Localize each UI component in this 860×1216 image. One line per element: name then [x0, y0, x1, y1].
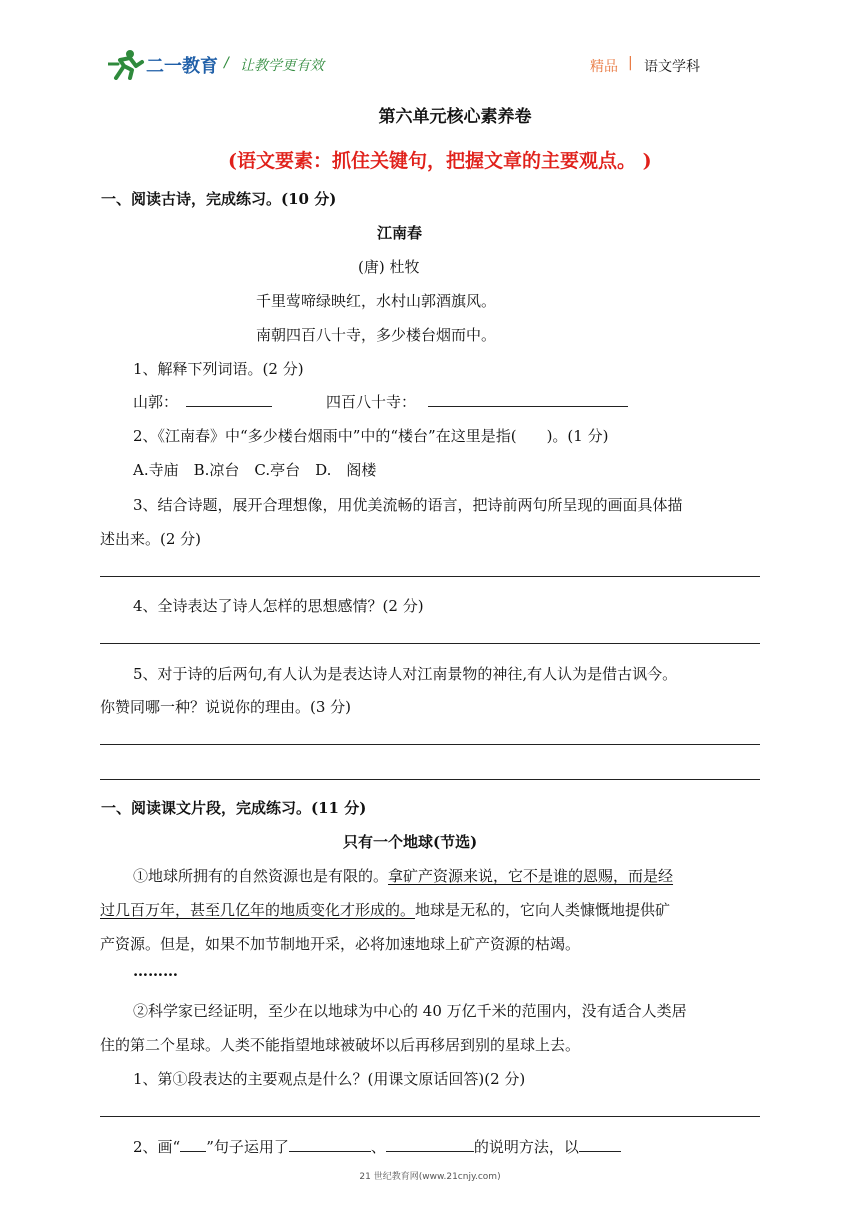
header-separator: | [628, 55, 633, 71]
paragraph-2-line-1: ②科学家已经证明，至少在以地球为中心的 40 万亿千米的范围内，没有适合人类居 [133, 1002, 687, 1020]
section2-question-1: 1、第①段表达的主要观点是什么？(用课文原话回答)(2 分) [133, 1070, 526, 1088]
paragraph-2-line-2: 住的第二个星球。人类不能指望地球被破坏以后再移居到别的星球上去。 [100, 1036, 581, 1054]
question-4: 4、全诗表达了诗人怎样的思想感情？(2 分) [133, 597, 424, 615]
paragraph-text: 地球是无私的，它向人类慷慨地提供矿 [415, 901, 671, 919]
question-2-options: A.寺庙 B.凉台 C.亭台 D. 阁楼 [133, 461, 377, 479]
q2-text: ”句子运用了 [206, 1138, 289, 1156]
section2-heading: 一、阅读课文片段，完成练习。(11 分) [101, 799, 367, 817]
underlined-sentence: 拿矿产资源来说，它不是谁的恩赐，而是经 [388, 867, 674, 885]
answer-line[interactable] [100, 576, 760, 577]
footer-source: 21 世纪教育网(www.21cnjy.com) [359, 1172, 501, 1182]
section1-heading: 一、阅读古诗，完成练习。(10 分) [101, 190, 337, 208]
question-3-line-1: 3、结合诗题，展开合理想像，用优美流畅的语言，把诗前两句所呈现的画面具体描 [133, 496, 683, 514]
question-3-line-2: 述出来。(2 分) [100, 530, 202, 548]
q2-text: 、 [370, 1138, 386, 1156]
page-subtitle: (语文要素：抓住关键句，把握文章的主要观点。 ) [228, 150, 652, 172]
q2-text: 的说明方法，以 [473, 1138, 579, 1156]
answer-blank[interactable] [180, 1137, 206, 1152]
poem-line-1: 千里莺啼绿映红，水村山郭酒旗风。 [256, 292, 497, 310]
question-5-line-2: 你赞同哪一种？说说你的理由。(3 分) [100, 698, 352, 716]
answer-line[interactable] [100, 744, 760, 745]
q1-term-1: 山郭： [133, 393, 179, 411]
paragraph-text: ①地球所拥有的自然资源也是有限的。 [133, 867, 389, 885]
question-2: 2、《江南春》中“多少楼台烟雨中”中的“楼台”在这里是指( )。(1 分) [133, 427, 609, 445]
paragraph-1-line-3: 产资源。但是，如果不加节制地开采，必将加速地球上矿产资源的枯竭。 [100, 935, 581, 953]
answer-blank[interactable] [186, 406, 272, 407]
text-title: 只有一个地球(节选) [343, 833, 478, 851]
logo-text: 二一教育 [146, 56, 218, 77]
logo [108, 48, 238, 80]
q2-text: 2、画“ [133, 1138, 181, 1156]
runner-icon [108, 50, 142, 78]
header-slogan: 让教学更有效 [240, 58, 324, 74]
question-1: 1、解释下列词语。(2 分) [133, 360, 304, 378]
poem-line-2: 南朝四百八十寺，多少楼台烟而中。 [256, 326, 497, 344]
answer-line[interactable] [100, 1116, 760, 1117]
header-subject: 语文学科 [644, 59, 700, 75]
header-badge: 精品 [590, 59, 618, 75]
paragraph-1-line-1 [133, 865, 673, 886]
section2-question-2 [133, 1136, 621, 1157]
ellipsis: ……… [133, 962, 178, 980]
slogan-separator: / [224, 55, 229, 71]
answer-line[interactable] [100, 643, 760, 644]
answer-blank[interactable] [579, 1137, 621, 1152]
poem-title: 江南春 [377, 224, 423, 242]
answer-blank[interactable] [289, 1137, 371, 1152]
answer-blank[interactable] [428, 406, 628, 407]
paragraph-1-line-2 [100, 899, 670, 920]
q1-term-2: 四百八十寺： [326, 393, 417, 411]
answer-blank[interactable] [386, 1137, 474, 1152]
poem-author: (唐) 杜牧 [358, 258, 420, 276]
underlined-sentence: 过几百万年，甚至几亿年的地质变化才形成的。 [100, 901, 416, 919]
page-title: 第六单元核心素养卷 [378, 107, 532, 127]
question-5-line-1: 5、对于诗的后两句,有人认为是表达诗人对江南景物的神往,有人认为是借古讽今。 [133, 665, 678, 683]
answer-line[interactable] [100, 779, 760, 780]
